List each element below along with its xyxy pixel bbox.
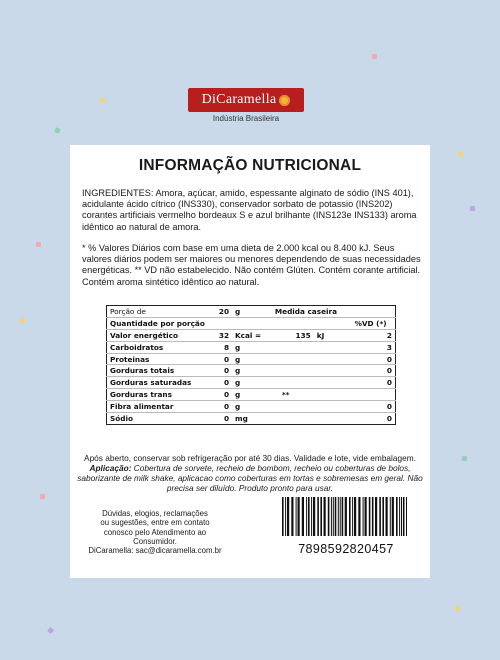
nutrient-value: 0 xyxy=(210,389,232,401)
consumer-contact xyxy=(82,509,228,555)
nutrient-value: 0 xyxy=(223,413,230,423)
energy-vd: 2 xyxy=(352,329,396,341)
portion-label: Porção de xyxy=(107,306,211,318)
confetti-speck xyxy=(457,151,464,158)
nutrient-name: Gorduras saturadas xyxy=(107,377,211,389)
confetti-speck xyxy=(455,606,460,611)
vd-header: %VD (*) xyxy=(352,317,396,329)
nutrient-vd: 0 xyxy=(352,353,396,365)
barcode-bar xyxy=(345,497,347,536)
barcode-bar xyxy=(382,497,384,536)
brand-origin: Indústria Brasileira xyxy=(212,114,280,123)
household-measure-label: Medida caseira xyxy=(272,306,352,318)
storage-instructions: Após aberto, conservar sob refrigeração por até 30 dias. Validade e lote, vide embalagem. xyxy=(84,453,416,463)
portion-value: 20 xyxy=(210,306,232,318)
barcode-bar xyxy=(340,497,341,536)
barcode-bar xyxy=(375,497,377,536)
barcode-bar xyxy=(379,497,381,536)
barcode-bar xyxy=(342,497,344,536)
daily-values-notes: * % Valores Diários com base em uma dieta de 2.000 kcal ou 8.400 kJ. Seus valores diários podem ser maiores ou menores dependendo de suas necessidades energéticas. ** VD não estabelecido. Não contém Glúten. Contém corante artificial. Contém aroma sintético idêntico ao natural. xyxy=(82,243,421,287)
nutrient-value: 8 xyxy=(210,341,232,353)
energy-label: Valor energético xyxy=(107,329,211,341)
table-row xyxy=(107,413,396,425)
table-row xyxy=(107,341,396,353)
confetti-speck xyxy=(372,54,377,59)
confetti-speck xyxy=(19,317,26,324)
nutrition-label xyxy=(70,145,430,578)
nutrient-name: Proteinas xyxy=(107,353,211,365)
contact-line: conosco pelo Atendimento ao Consumidor. xyxy=(103,527,207,546)
nutrient-name: Carboidratos xyxy=(107,341,211,353)
barcode-bar xyxy=(328,497,330,536)
application-text xyxy=(76,464,424,493)
barcode-bar xyxy=(358,497,360,536)
energy-kcal: 32 xyxy=(210,329,232,341)
barcode-bar xyxy=(313,497,315,536)
nutrient-name: Fibra alimentar xyxy=(107,401,211,413)
barcode-bar xyxy=(392,497,394,536)
application-body: Cobertura de sorvete, recheio de bombom, recheio ou coberturas de bolos, saborizante de milk shake, aplicacao como coberturas em tortas e sobremesas em geral. Não precisa ser diluído. Produto pronto para usar. xyxy=(77,463,423,493)
confetti-speck xyxy=(461,455,467,461)
nutrient-vd: 3 xyxy=(352,341,396,353)
confetti-speck xyxy=(470,206,475,211)
barcode-bar xyxy=(311,497,312,536)
barcode-bar xyxy=(363,497,364,536)
contact-line: DiCaramella: sac@dicaramella.com.br xyxy=(88,546,222,556)
nutrient-vd: 0 xyxy=(352,377,396,389)
barcode-bar xyxy=(354,497,356,536)
table-row xyxy=(107,306,396,318)
table-row xyxy=(107,317,396,329)
barcode-bar xyxy=(324,497,326,536)
nutrient-value: 0 xyxy=(210,365,232,377)
barcode-bar xyxy=(317,497,319,536)
barcode-bar xyxy=(308,497,310,536)
contact-line: Dúvidas, elogios, reclamações xyxy=(102,509,208,518)
nutrient-unit: g xyxy=(232,353,272,365)
nutrient-name: Sódio xyxy=(110,413,134,423)
nutrient-unit: g xyxy=(232,377,272,389)
table-row xyxy=(107,365,396,377)
barcode-bar xyxy=(349,497,351,536)
confetti-speck xyxy=(47,627,54,634)
barcode xyxy=(282,497,408,536)
nutrient-unit: g xyxy=(232,389,272,401)
barcode-bar xyxy=(352,497,353,536)
barcode-bar xyxy=(399,497,400,536)
label-title: INFORMAÇÃO NUTRICIONAL xyxy=(138,157,362,174)
nutrient-value: 0 xyxy=(210,377,232,389)
kj-unit: kJ xyxy=(314,329,352,341)
nutrition-table xyxy=(106,305,396,425)
confetti-speck xyxy=(40,494,45,499)
energy-kj: 135 xyxy=(272,329,314,341)
barcode-bar xyxy=(403,497,405,536)
barcode-bar xyxy=(282,497,284,536)
barcode-bar xyxy=(335,497,337,536)
confetti-speck xyxy=(99,97,106,104)
confetti-speck xyxy=(54,127,60,133)
quantity-per-portion-label: Quantidade por porção xyxy=(107,317,272,329)
barcode-bar xyxy=(406,497,407,536)
barcode-bar xyxy=(390,497,391,536)
brand-name: DiCaramella xyxy=(201,92,277,107)
barcode-bar xyxy=(396,497,398,536)
barcode-bar xyxy=(401,497,402,536)
barcode-bar xyxy=(372,497,374,536)
barcode-bar xyxy=(296,497,297,536)
barcode-bar xyxy=(331,497,332,536)
nutrient-unit: g xyxy=(232,341,272,353)
brand-logo xyxy=(188,88,304,112)
portion-unit: g xyxy=(232,306,272,318)
nutrient-name: Gorduras totais xyxy=(107,365,211,377)
nutrient-unit: g xyxy=(232,401,272,413)
kcal-unit: Kcal = xyxy=(232,329,272,341)
barcode-bar xyxy=(386,497,388,536)
barcode-bar xyxy=(287,497,289,536)
barcode-bar xyxy=(285,497,286,536)
table-row xyxy=(107,329,396,341)
nutrient-unit: g xyxy=(232,365,272,377)
barcode-bar xyxy=(369,497,371,536)
barcode-bar xyxy=(338,497,339,536)
barcode-number: 7898592820457 xyxy=(298,542,394,556)
nutrient-vd: 0 xyxy=(352,365,396,377)
barcode-bar xyxy=(302,497,304,536)
barcode-bar xyxy=(306,497,307,536)
swirl-icon xyxy=(279,95,290,106)
ingredients-text: INGREDIENTES: Amora, açúcar, amido, espessante alginato de sódio (INS 401), acidulante ácido cítrico (INS330), conservador sorbato de potassio (INS202) corantes artificiais vermelho bordeaux S e azul brilhante (INS123e INS133) aroma idêntico ao natural de amora. xyxy=(82,188,417,232)
table-row xyxy=(107,353,396,365)
table-row xyxy=(107,377,396,389)
nutrient-vd: ** xyxy=(272,389,352,401)
barcode-bar xyxy=(320,497,322,536)
nutrient-name: Gorduras trans xyxy=(107,389,211,401)
table-row xyxy=(107,389,396,401)
nutrient-vd: 0 xyxy=(386,413,392,423)
table-row xyxy=(107,401,396,413)
confetti-speck xyxy=(36,242,41,247)
barcode-bar xyxy=(333,497,334,536)
contact-line: ou sugestões, entre em contato xyxy=(100,518,210,528)
nutrient-vd: 0 xyxy=(352,401,396,413)
nutrient-unit: mg xyxy=(235,413,248,423)
application-label: Aplicação: xyxy=(89,463,132,473)
barcode-bar xyxy=(365,497,367,536)
nutrient-value: 0 xyxy=(210,401,232,413)
barcode-bar xyxy=(291,497,293,536)
barcode-bar xyxy=(298,497,300,536)
nutrient-value: 0 xyxy=(210,353,232,365)
